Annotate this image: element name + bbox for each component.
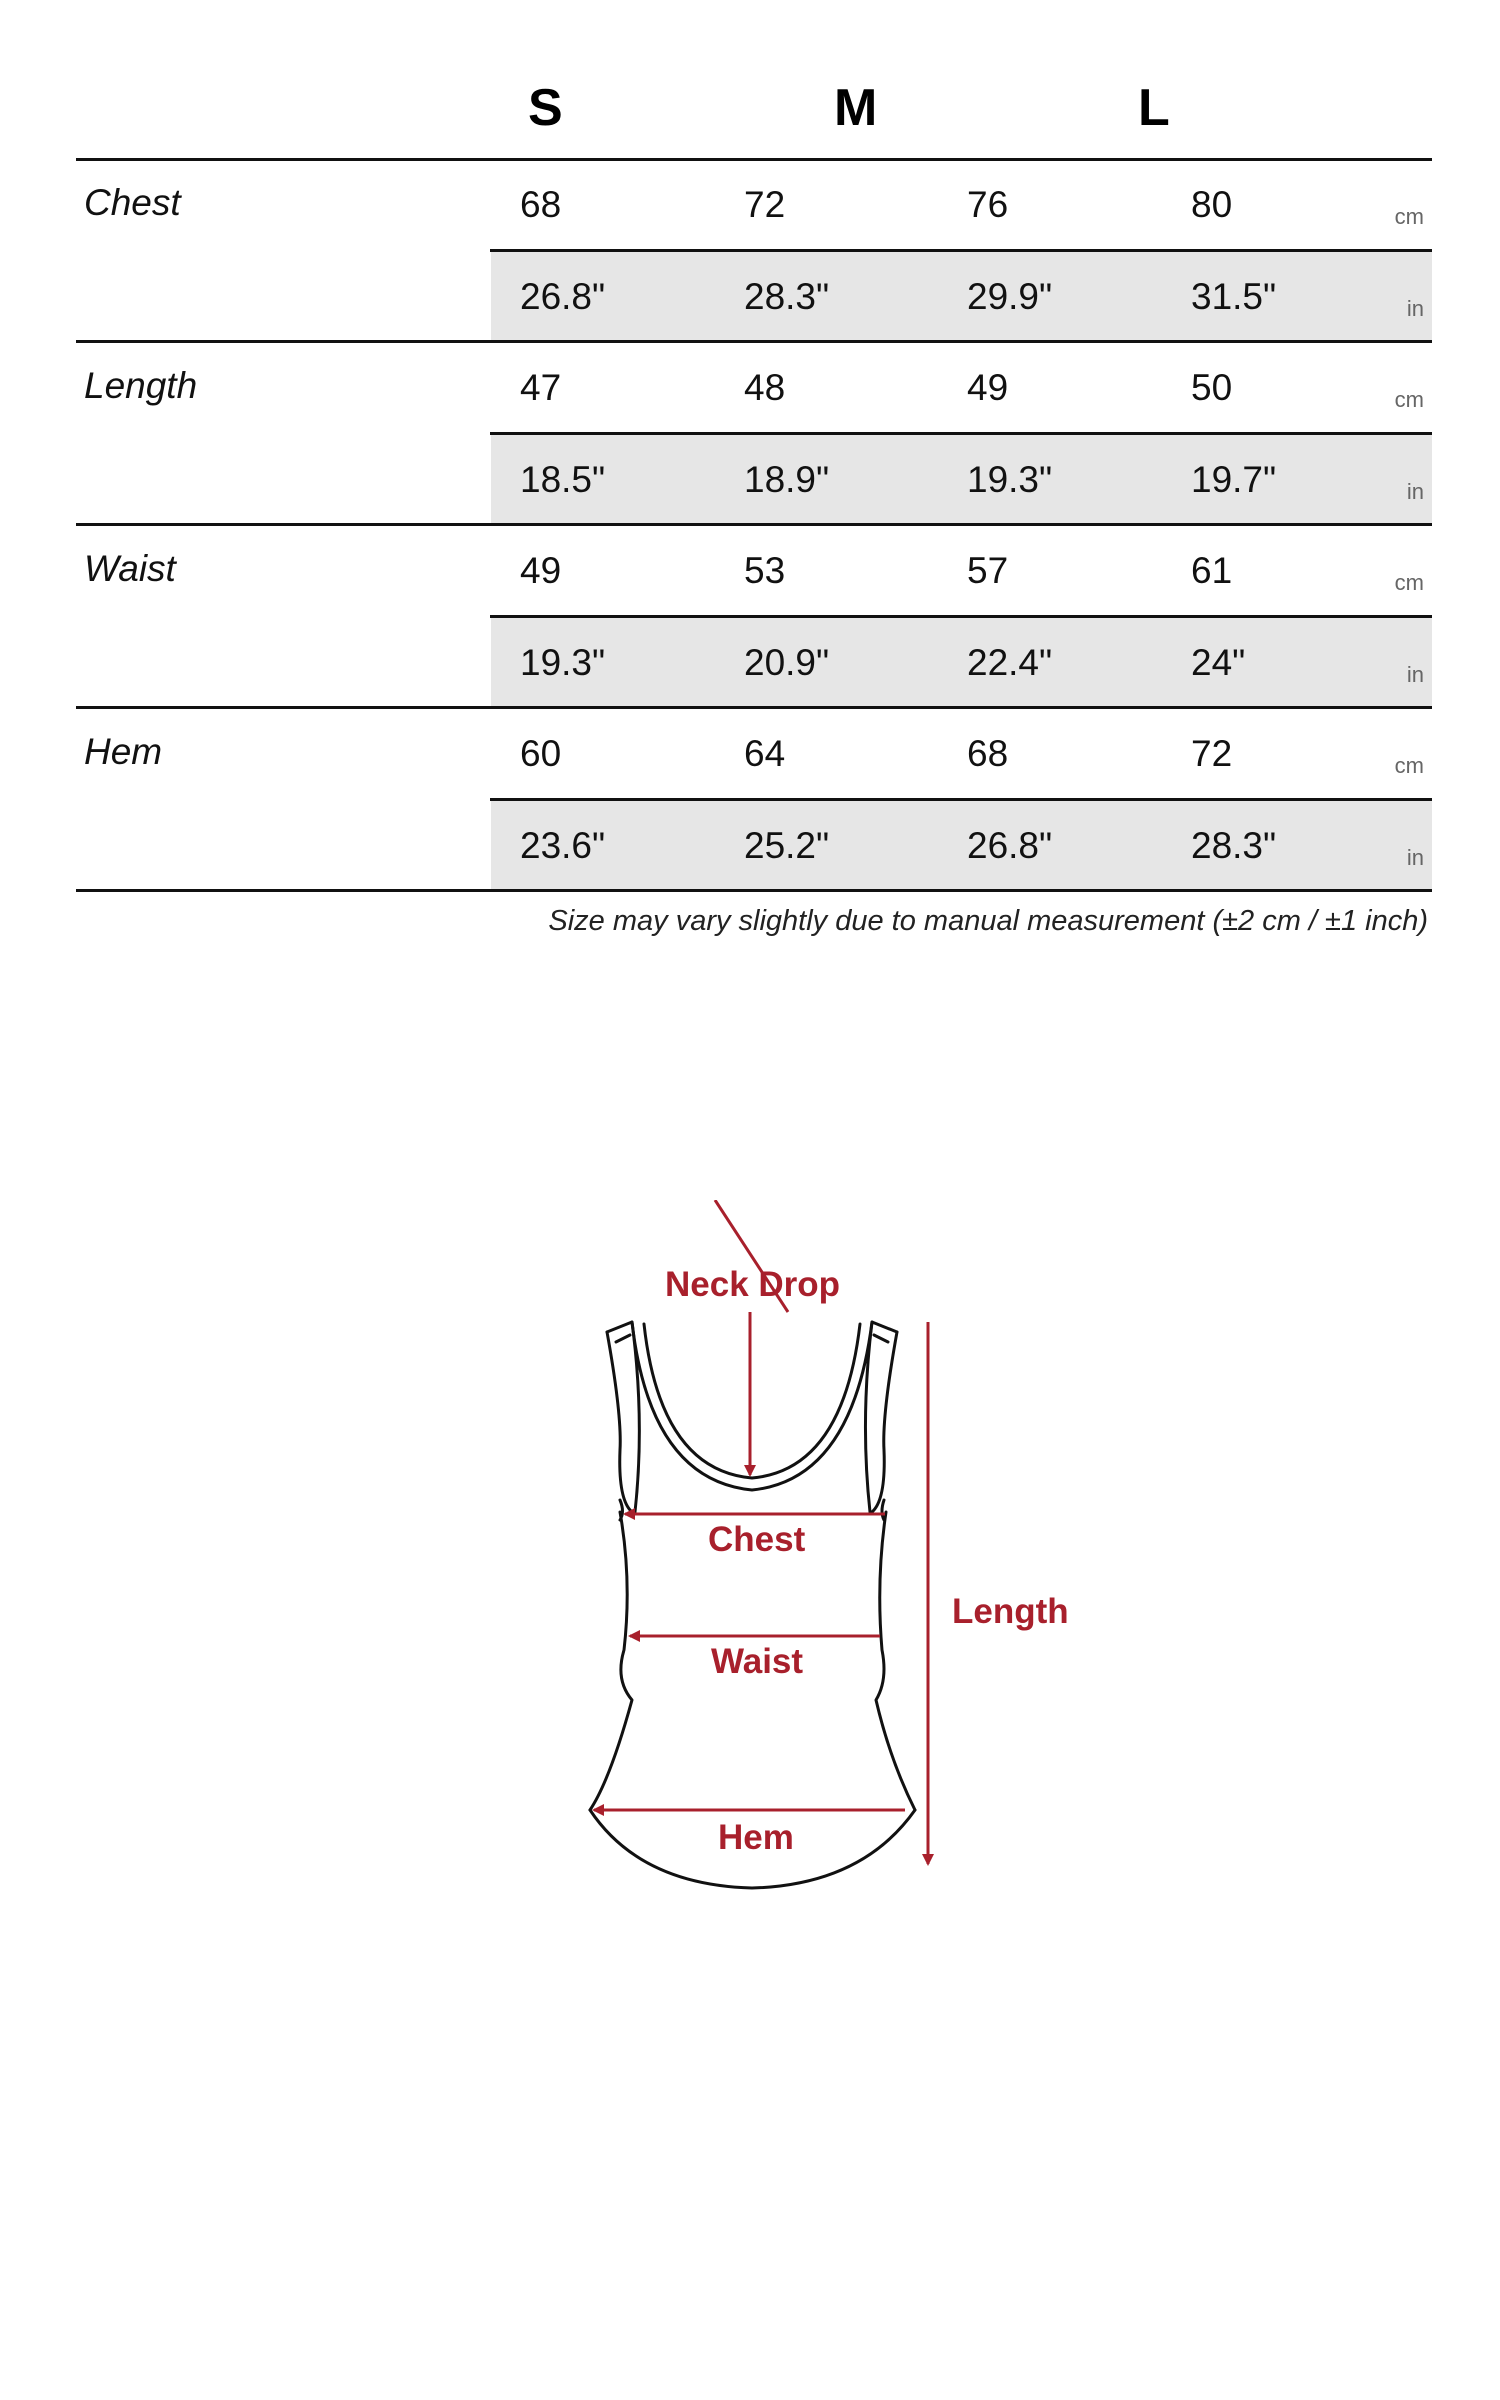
in-row-band [491, 801, 1432, 889]
length-in-col4: 19.7" [1191, 459, 1277, 500]
measure-name-chest: Chest [84, 182, 181, 223]
length-in-s: 18.5" [520, 459, 606, 500]
length-in-col3: 19.3" [967, 459, 1053, 500]
waist-cm-col2: 53 [744, 550, 786, 591]
length-cm-col4: 50 [1191, 367, 1233, 408]
group-divider [76, 340, 1432, 343]
unit-in: in [1406, 296, 1424, 321]
table-bottom-rule [76, 889, 1432, 892]
hem-in-col4: 28.3" [1191, 825, 1277, 866]
group-divider [76, 706, 1432, 709]
length-cm-col3: 49 [967, 367, 1009, 408]
waist-in-col4: 24" [1191, 642, 1246, 683]
unit-in: in [1406, 845, 1424, 870]
hem-cm-col3: 68 [967, 733, 1009, 774]
group-divider [76, 523, 1432, 526]
tank-top-diagram [0, 1200, 1500, 1900]
measurement-note: Size may vary slightly due to manual measurement (±2 cm / ±1 inch) [548, 905, 1428, 937]
hem-cm-col2: 64 [744, 733, 786, 774]
unit-cm: cm [1394, 204, 1424, 229]
hem-cm-s: 60 [520, 733, 562, 774]
hem-cm-col4: 72 [1191, 733, 1233, 774]
waist-cm-col4: 61 [1191, 550, 1233, 591]
unit-in: in [1406, 662, 1424, 687]
unit-cm: cm [1394, 570, 1424, 595]
waist-in-s: 19.3" [520, 642, 606, 683]
size-header-s: S [528, 79, 563, 137]
measure-name-waist: Waist [84, 548, 176, 589]
in-row-band [491, 435, 1432, 523]
label-length: Length [952, 1592, 1069, 1631]
size-header-m: M [834, 79, 878, 137]
row-divider [490, 615, 1432, 618]
chest-cm-s: 68 [520, 184, 562, 225]
in-row-band [491, 252, 1432, 340]
length-cm-col2: 48 [744, 367, 786, 408]
measure-name-hem: Hem [84, 731, 163, 772]
waist-cm-s: 49 [520, 550, 562, 591]
chest-cm-col4: 80 [1191, 184, 1233, 225]
hem-in-col2: 25.2" [744, 825, 830, 866]
size-header-l: L [1138, 79, 1170, 137]
waist-in-col2: 20.9" [744, 642, 830, 683]
unit-cm: cm [1394, 387, 1424, 412]
row-divider [490, 798, 1432, 801]
waist-in-col3: 22.4" [967, 642, 1053, 683]
chest-cm-col3: 76 [967, 184, 1009, 225]
measure-name-length: Length [84, 365, 198, 406]
unit-cm: cm [1394, 753, 1424, 778]
label-hem: Hem [718, 1818, 794, 1857]
chest-in-col3: 29.9" [967, 276, 1053, 317]
label-waist: Waist [711, 1642, 804, 1681]
chest-in-s: 26.8" [520, 276, 606, 317]
length-in-col2: 18.9" [744, 459, 830, 500]
waist-cm-col3: 57 [967, 550, 1009, 591]
hem-in-s: 23.6" [520, 825, 606, 866]
row-divider [490, 432, 1432, 435]
label-chest: Chest [708, 1520, 806, 1559]
in-row-band [491, 618, 1432, 706]
unit-in: in [1406, 479, 1424, 504]
chest-cm-col2: 72 [744, 184, 786, 225]
table-top-rule [76, 158, 1432, 161]
row-divider [490, 249, 1432, 252]
chest-in-col4: 31.5" [1191, 276, 1277, 317]
chest-in-col2: 28.3" [744, 276, 830, 317]
hem-in-col3: 26.8" [967, 825, 1053, 866]
label-neck-drop: Neck Drop [665, 1265, 841, 1304]
length-cm-s: 47 [520, 367, 562, 408]
